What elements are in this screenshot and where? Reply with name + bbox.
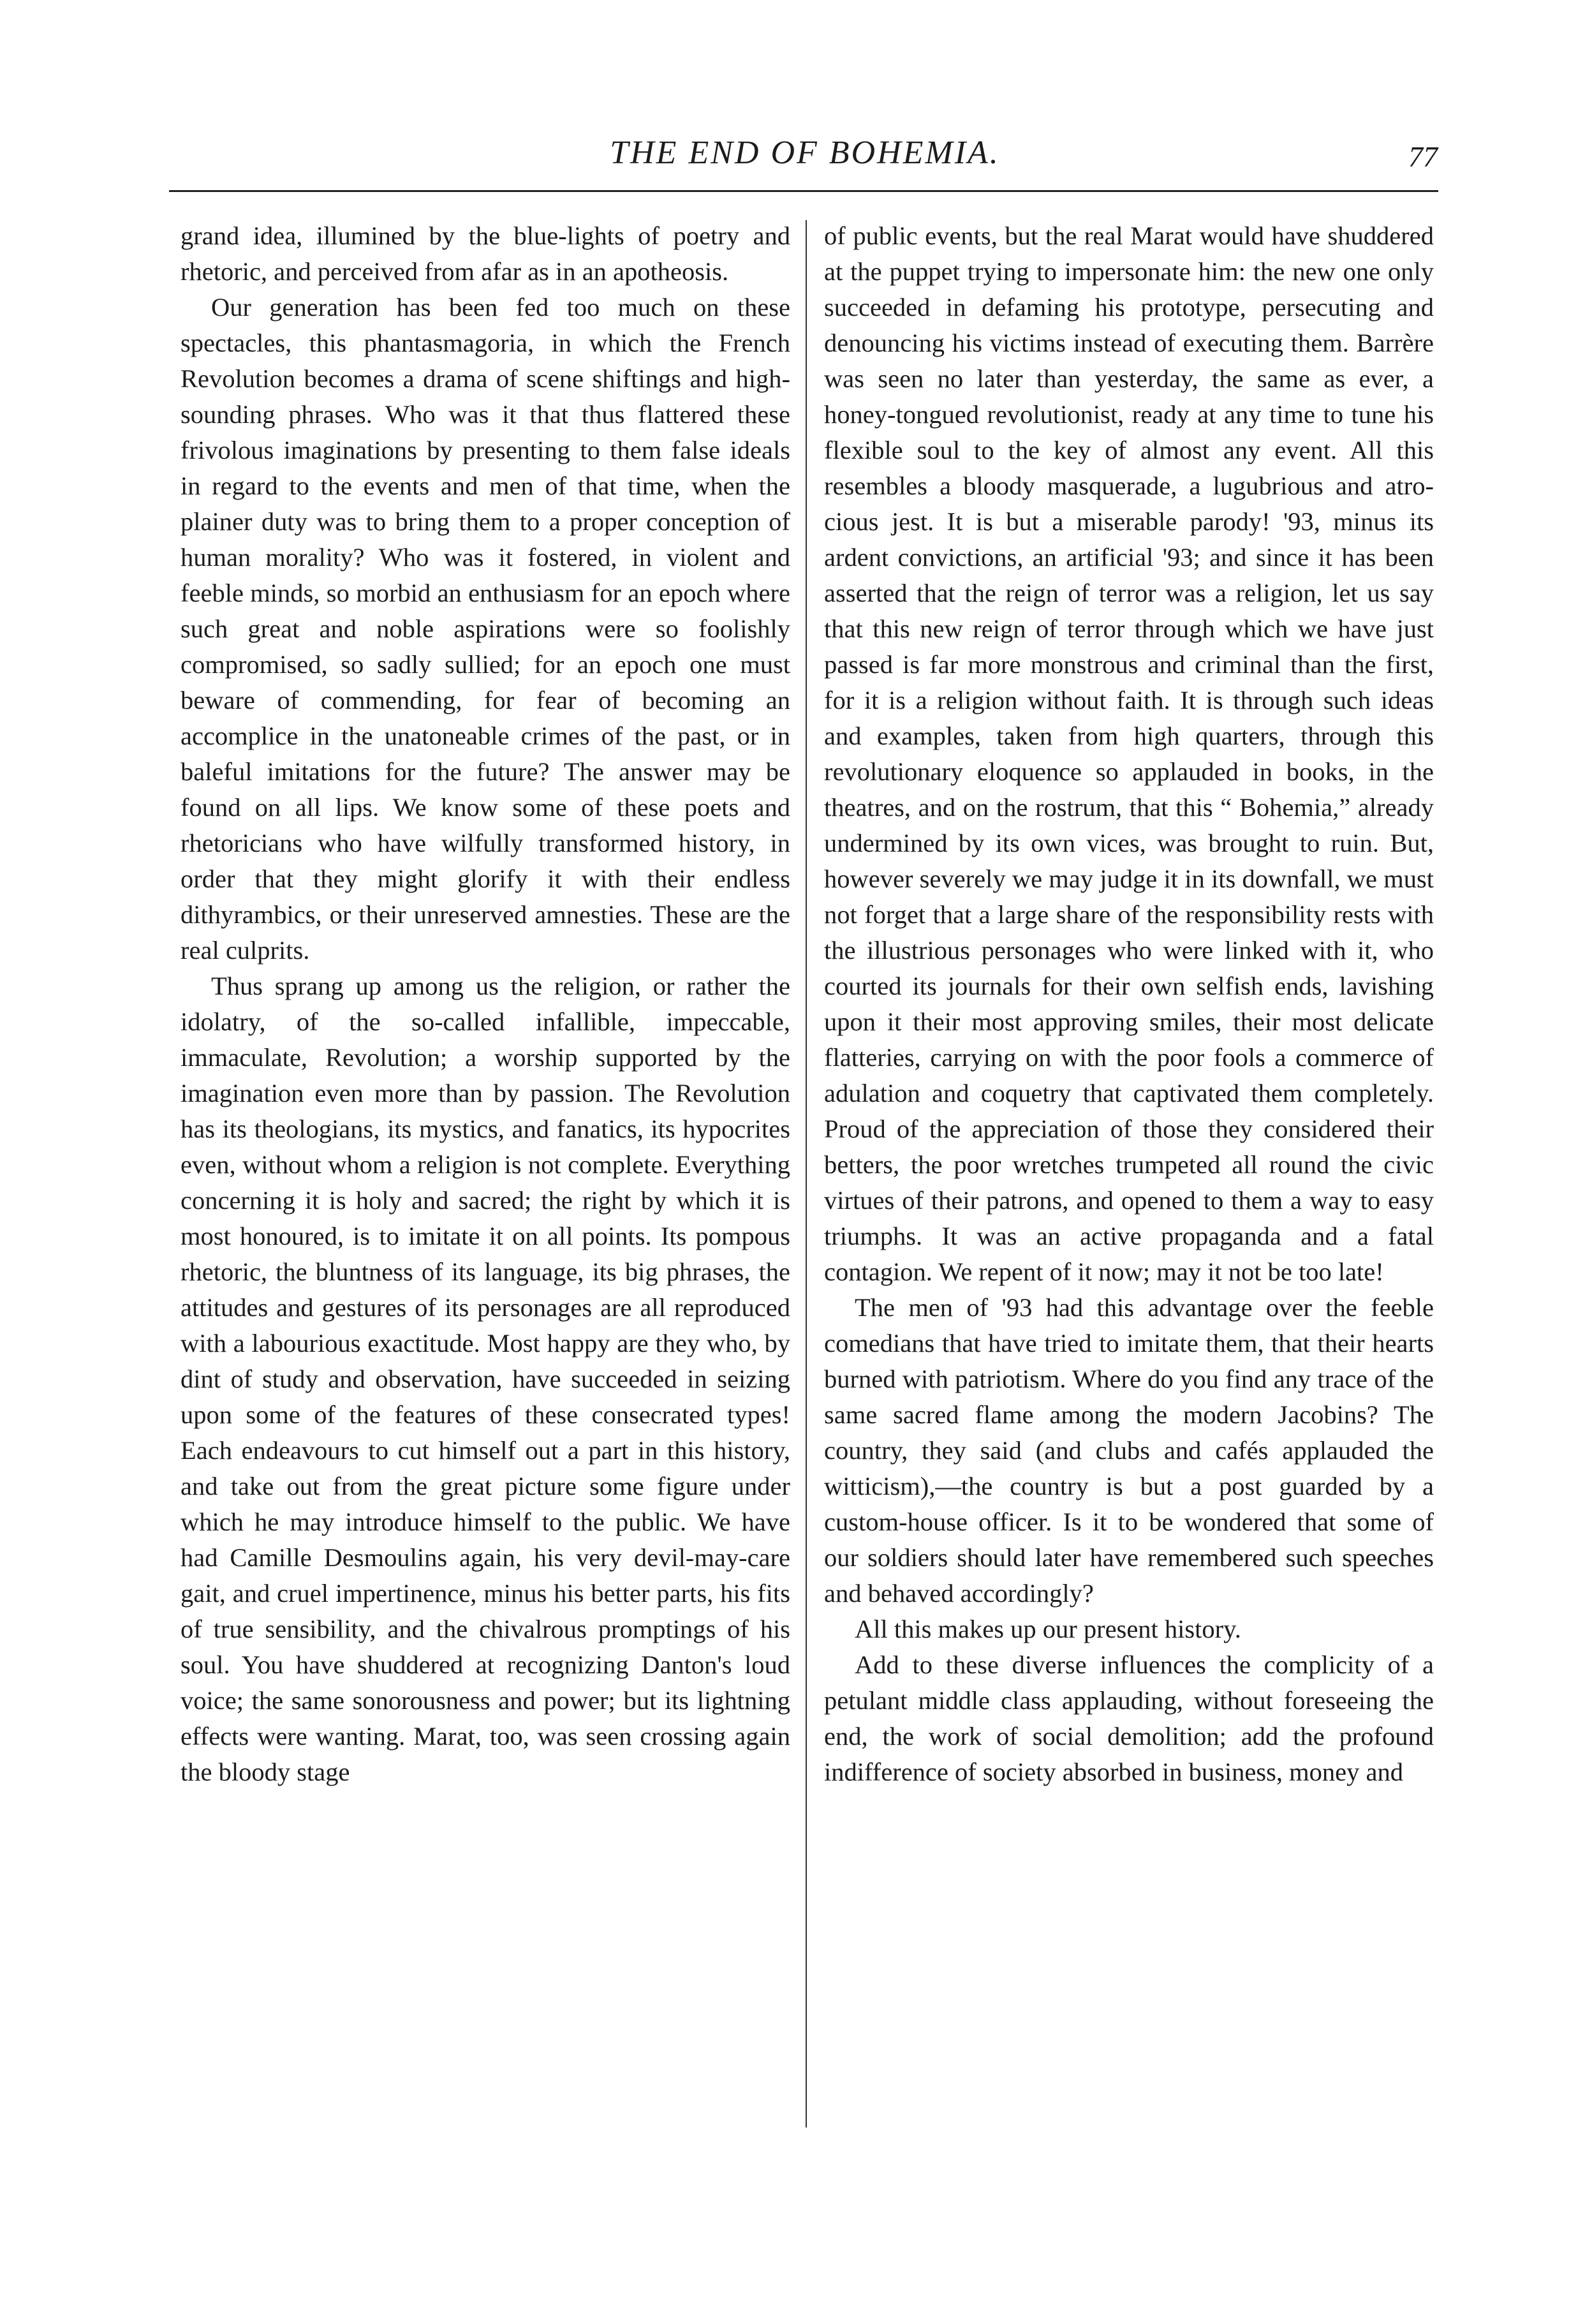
paragraph: Our generation has been fed too much on these spectacles, this phantasmagoria, in which the French Revolution becomes a drama of scene shiftings and high-sounding phrases. Who was it that thus flattered these frivolous imaginations by presenting to them false ideals in regard to the events and men of that time, when the plainer duty was to bring them to a proper conception of human morality? Who was it fostered, in violent and feeble minds, so morbid an enthusiasm for an epoch where such great and noble aspirations were so foolishly compromised, so sadly sullied; for an epoch one must beware of commending, for fear of becoming an accomplice in the unatoneable crimes of the past, or in baleful imitations for the future? The answer may be found on all lips. We know some of these poets and rhetoricians who have wilfully transformed history, in order that they might glorify it with their endless dithyrambics, or their unreserved amnesties. These are the real culprits. bbox=[181, 293, 790, 965]
header-rule bbox=[169, 190, 1438, 192]
page-number: 77 bbox=[1408, 140, 1438, 173]
paragraph: The men of '93 had this advantage over the feeble comedians that have tried to imitate them, that their hearts burned with patriotism. Where do you find any trace of the same sacred flame among the modern Jacobins? The country, they said (and clubs and cafés applauded the witticism),—the country is but a post guarded by a custom-house officer. Is it to be wondered that some of our soldiers should later have remembered such speeches and behaved accordingly? bbox=[824, 1293, 1434, 1608]
column-divider bbox=[806, 220, 807, 2128]
paragraph: Thus sprang up among us the religion, or rather the idolatry, of the so-called infallible, impeccable, immaculate, Revolution; a worship supported by the imagination even more than by passion. The Revolution has its theologians, its mystics, and fanatics, its hypocrites even, without whom a religion is not complete. Everything concerning it is holy and sacred; the right by which it is most honoured, is to imitate it on all points. Its pompous rhetoric, the bluntness of its language, its big phrases, the attitudes and gestures of its personages are all reproduced with a labourious exactitude. Most happy are they who, by dint of study and observation, have succeeded in seizing upon some of the features of these consecrated types! Each endeavours to cut himself out a part in this history, and take out from the great picture some figure under which he may introduce himself to the public. We have had Camille Desmoulins again, his very devil-may-care gait, and cruel impertinence, minus his better parts, his fits of true sensibility, and the chivalrous promptings of his soul. You have shuddered at recognizing Danton's loud voice; the same sonorousness and power; but its lightning effects were wanting. Marat, too, was seen crossing again the bloody stage bbox=[181, 972, 790, 1786]
paragraph: Add to these diverse influences the complicity of a petulant middle class applauding, without foreseeing the end, the work of social demolition; add the profound indifference of society absorbed in business, money and bbox=[824, 1650, 1434, 1786]
paragraph: All this makes up our present history. bbox=[855, 1615, 1241, 1643]
paragraph: of public events, but the real Marat would have shuddered at the puppet trying to impersonate him: the new one only succeeded in defaming his prototype, persecuting and denouncing his victims instead of executing them. Barrère was seen no later than yesterday, the same as ever, a honey-tongued revolutionist, ready at any time to tune his flexible soul to the key of almost any event. All this resembles a bloody masquerade, a lugubrious and atrocious jest. It is but a miserable parody! '93, minus its ardent convictions, an artificial '93; and since it has been asserted that the reign of terror was a religion, let us say that this new reign of terror through which we have just passed is far more monstrous and criminal than the first, for it is a religion without faith. It is through such ideas and examples, taken from high quarters, through this revolutionary eloquence so applauded in books, in the theatres, and on the rostrum, that this “ Bohemia,” already undermined by its own vices, was brought to ruin. But, however severely we may judge it in its downfall, we must not forget that a large share of the responsibility rests with the illustrious personages who were linked with it, who courted its journals for their own selfish ends, lavishing upon it their most approving smiles, their most delicate flatteries, carrying on with the poor fools a commerce of adulation and coquetry that captivated them completely. Proud of the appreciation of those they considered their betters, the poor wretches trumpeted all round the civic virtues of their patrons, and opened to them a way to easy triumphs. It was an active propaganda and a fatal contagion. We repent of it now; may it not be too late! bbox=[824, 221, 1434, 1286]
paragraph: grand idea, illumined by the blue-lights of poetry and rhetoric, and perceived from afar as in an apotheosis. bbox=[181, 221, 790, 286]
running-title: THE END OF BOHEMIA. bbox=[610, 135, 1000, 171]
page-header bbox=[172, 131, 1438, 182]
right-column bbox=[824, 218, 1434, 2145]
left-column bbox=[181, 218, 790, 2145]
